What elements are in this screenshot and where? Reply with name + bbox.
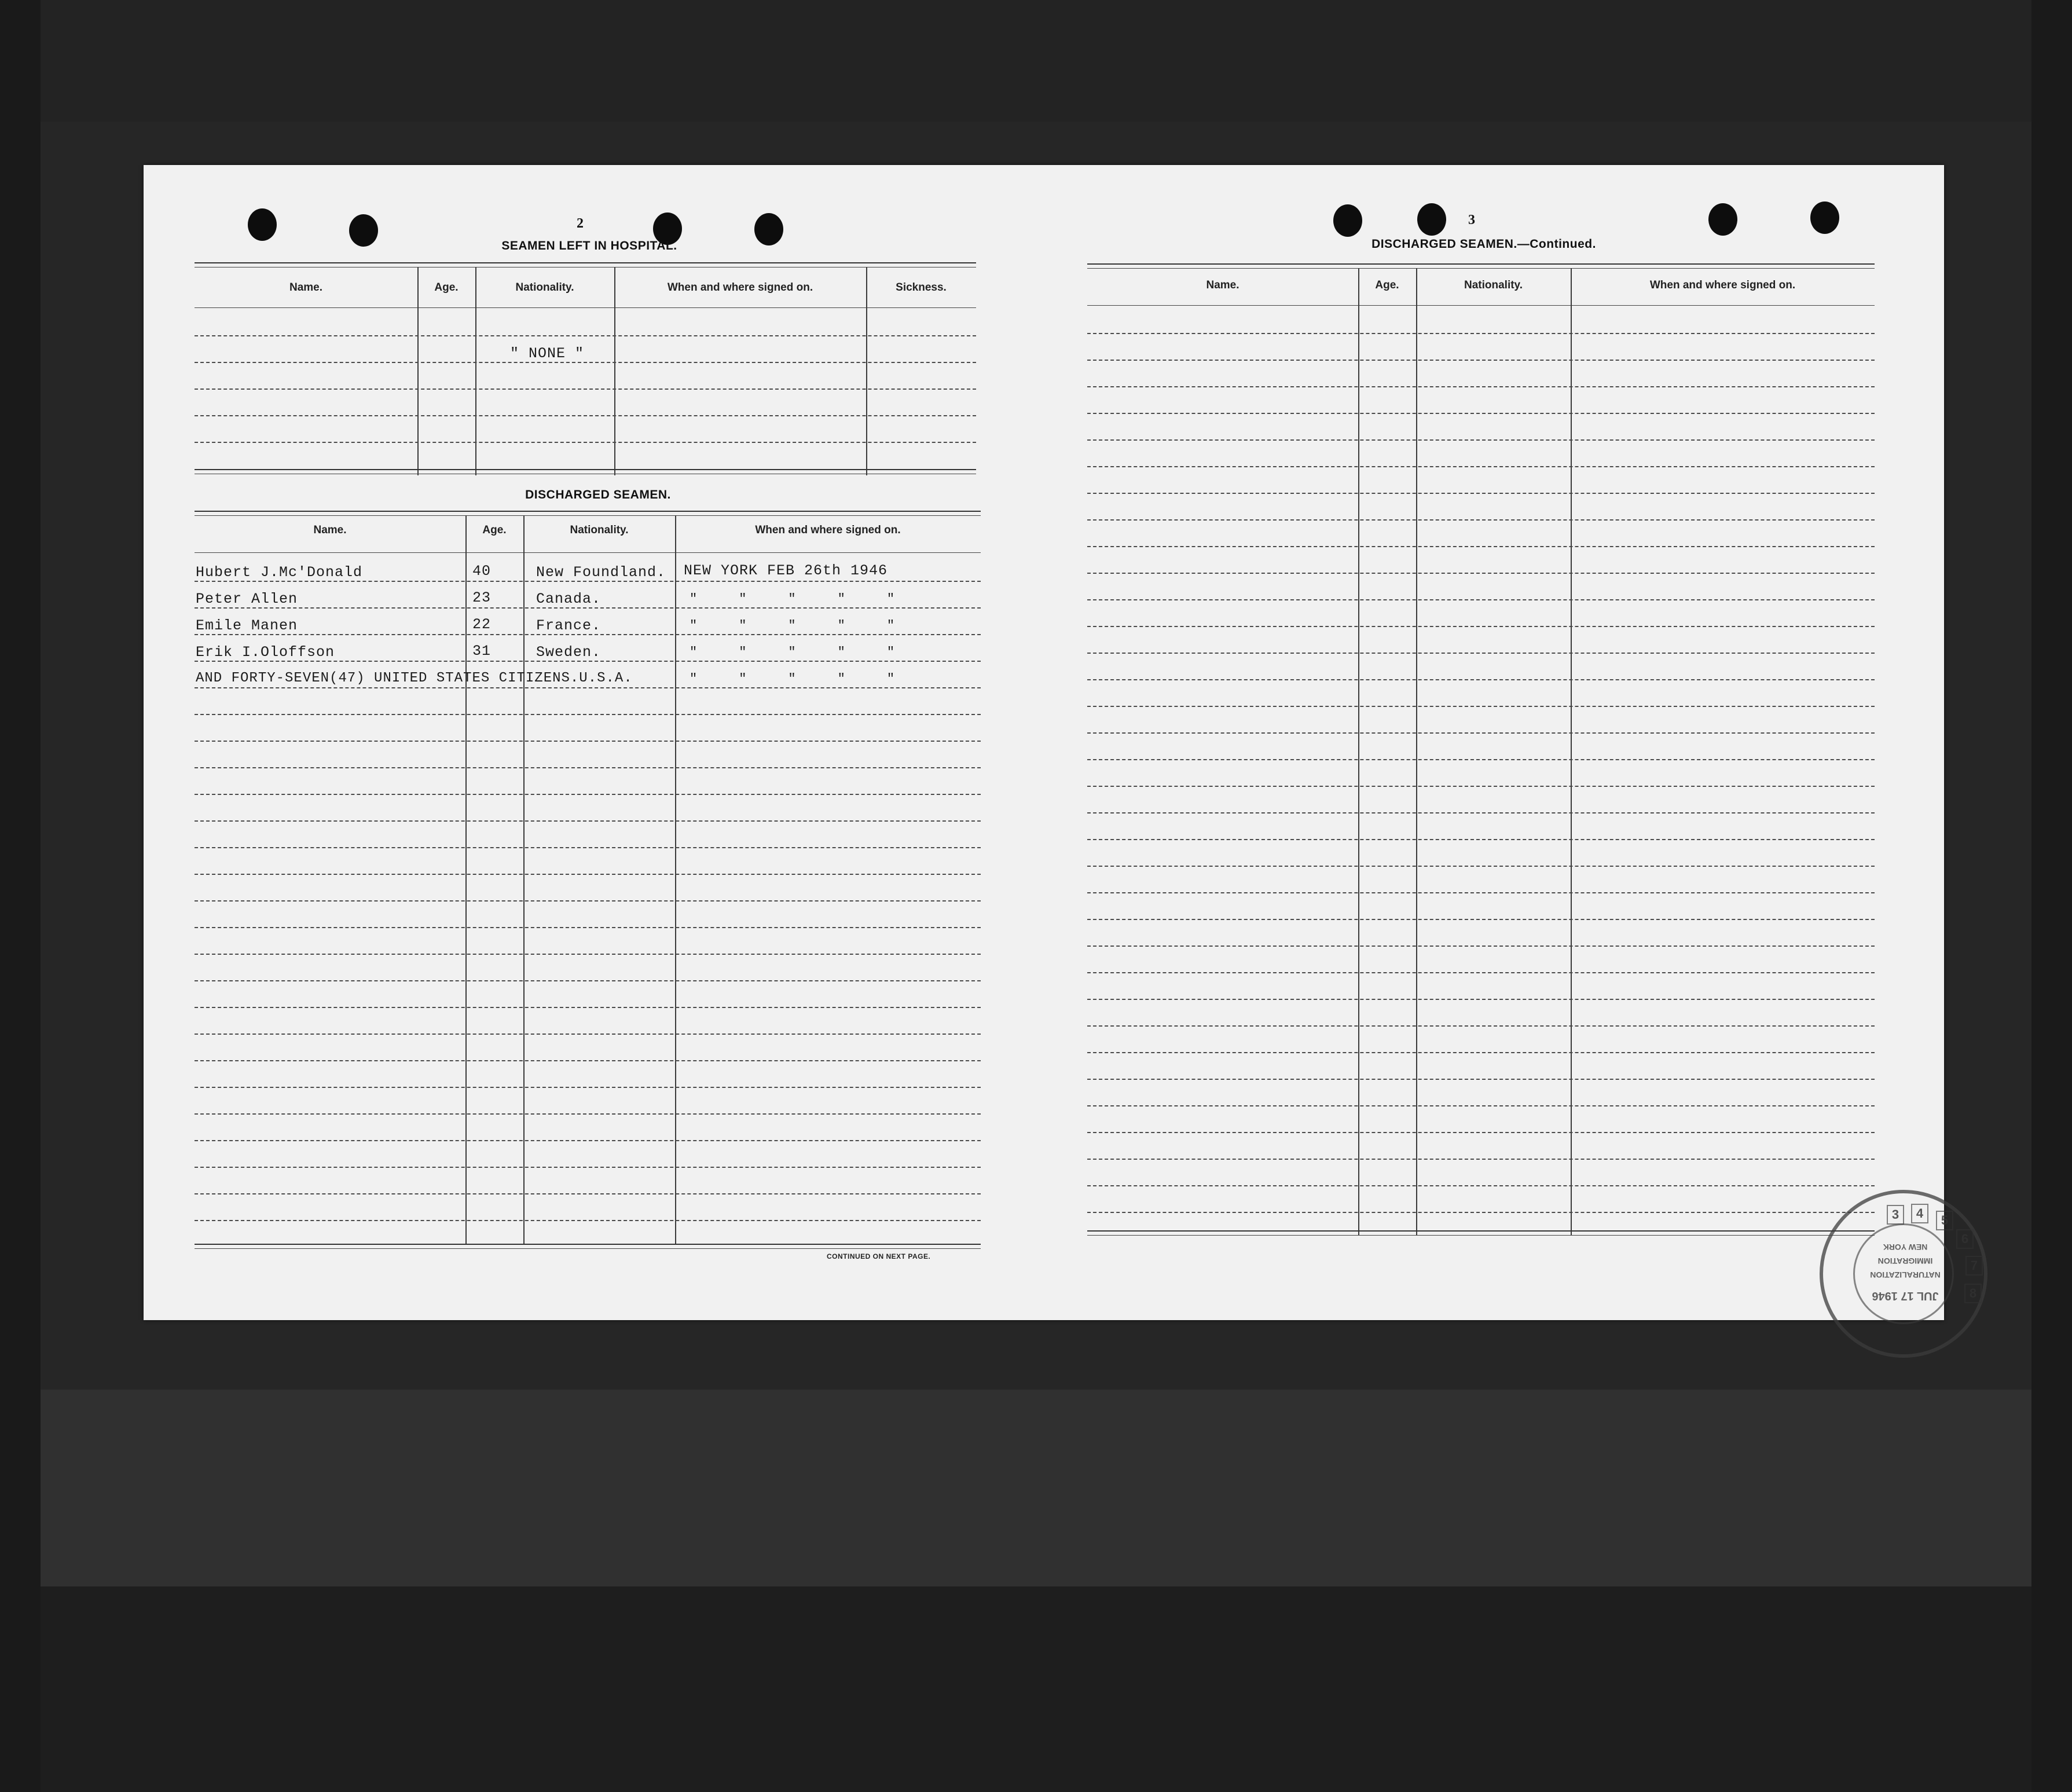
seaman-nationality: Sweden. [536,644,602,661]
seaman-name: Hubert J.Mc'Donald [196,564,363,581]
stamp-digit: 3 [1887,1205,1904,1225]
col-header-nationality: Nationality. [1464,279,1523,291]
stamp-digit: 5 [1936,1211,1953,1230]
col-header-name: Name. [313,524,347,536]
citizens-note: AND FORTY-SEVEN(47) UNITED STATES CITIZENS.U.S.A. [196,670,633,686]
stamp-text: IMMIGRATION [1877,1256,1933,1266]
col-header-signed-on: When and where signed on. [1649,279,1796,291]
seaman-name: Emile Manen [196,617,298,634]
col-header-sickness: Sickness. [896,281,947,294]
ditto-marks: " " " " " [690,618,896,633]
col-header-age: Age. [434,281,459,294]
discharged-continued-table [1087,263,1875,1236]
frame-band-top [0,0,2072,122]
col-header-age: Age. [1375,279,1399,291]
frame-edge-left [0,0,41,1792]
stamp-digit: 4 [1911,1204,1928,1223]
seaman-age: 23 [472,589,492,606]
stamp-text: NEW YORK [1883,1243,1928,1252]
stamp-date: JUL 17 1946 [1872,1289,1939,1302]
ditto-marks: " " " " " [690,645,896,659]
seaman-name: Peter Allen [196,591,298,607]
seaman-nationality: France. [536,617,602,634]
punch-hole [248,208,277,241]
punch-hole [1810,201,1839,234]
manifest-sheet [144,165,1978,1320]
continued-note: CONTINUED ON NEXT PAGE. [827,1252,931,1260]
punch-hole [754,213,783,245]
col-header-nationality: Nationality. [515,281,574,294]
col-header-age: Age. [482,524,507,536]
punch-hole [1708,203,1737,236]
left-page [144,165,1044,1320]
seaman-age: 31 [472,643,492,659]
stamp-digit: 6 [1956,1229,1974,1249]
hospital-entry-none: " NONE " [510,345,585,362]
right-page [1044,165,1944,1320]
stamp-text: NATURALIZATION [1870,1270,1941,1280]
seaman-age: 22 [472,616,492,633]
col-header-nationality: Nationality. [570,524,629,536]
col-header-name: Name. [289,281,323,294]
frame-edge-right [2031,0,2072,1792]
page-number: 3 [1468,212,1475,228]
col-header-signed-on: When and where signed on. [667,281,813,294]
stamp-digit: 8 [1964,1284,1982,1303]
discharged-continued-title: DISCHARGED SEAMEN.—Continued. [1371,237,1596,251]
frame-band-bottom [0,1586,2072,1792]
seaman-signed-on: NEW YORK FEB 26th 1946 [684,562,888,579]
immigration-stamp [1820,1190,1987,1358]
stamp-digit: 7 [1965,1256,1983,1276]
stamp-center [1853,1223,1954,1324]
hospital-table [195,262,976,479]
seaman-age: 40 [472,563,492,580]
hospital-section-title: SEAMEN LEFT IN HOSPITAL. [501,239,677,252]
frame-band-lower [0,1390,2072,1586]
seaman-name: Erik I.Oloffson [196,644,335,661]
seaman-nationality: New Foundland. [536,564,666,581]
col-header-signed-on: When and where signed on. [755,524,901,536]
ditto-marks: " " " " " [690,672,896,686]
punch-hole [1333,204,1362,237]
punch-hole [349,214,378,247]
discharged-section-title: DISCHARGED SEAMEN. [525,488,671,501]
discharged-table [195,511,981,1298]
page-number: 2 [577,216,584,231]
ditto-marks: " " " " " [690,592,896,606]
col-header-name: Name. [1206,279,1239,291]
seaman-nationality: Canada. [536,591,602,607]
punch-hole [1417,203,1446,236]
